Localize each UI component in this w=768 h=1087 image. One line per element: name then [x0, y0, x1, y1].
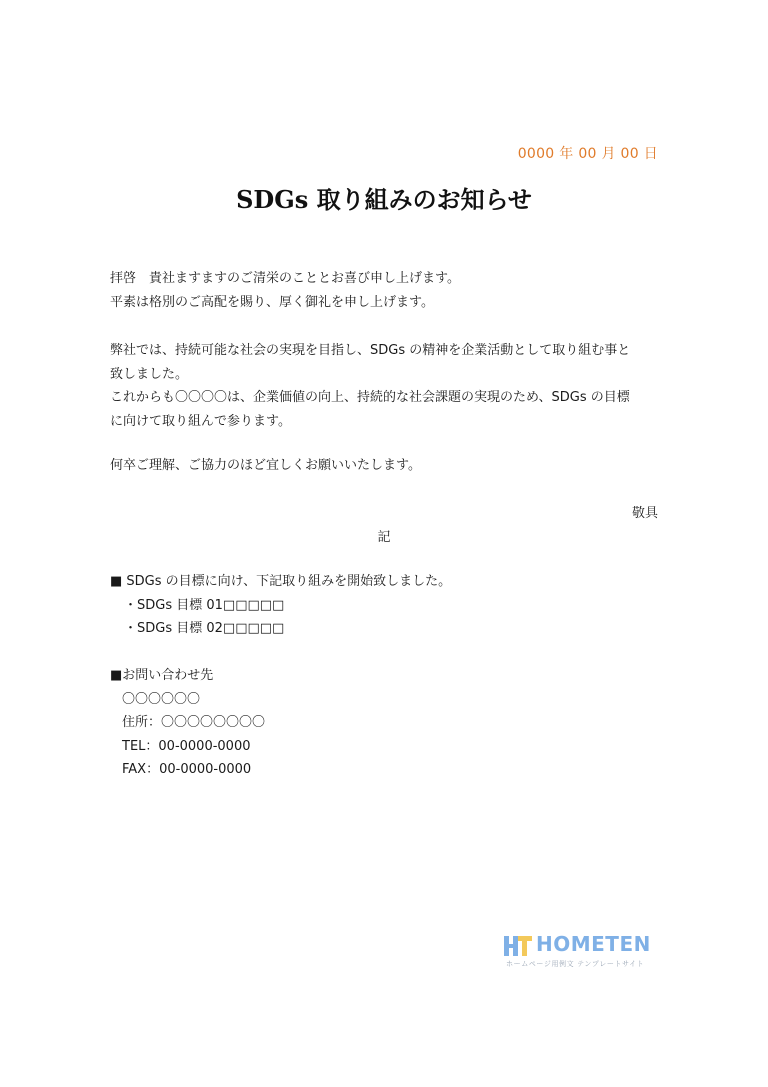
document-date: 0000 年 00 月 00 日: [517, 146, 658, 162]
list-item: ・SDGs 目標 02□□□□□: [124, 621, 285, 636]
initiatives-section: [110, 570, 660, 641]
body-line: これからも〇〇〇〇は、企業価値の向上、持続的な社会課題の実現のため、SDGs の目標: [110, 390, 630, 405]
list-item: ・SDGs 目標 01□□□□□: [124, 597, 285, 613]
body-paragraph: [110, 339, 660, 433]
closing-keigu: 敬具: [631, 506, 658, 521]
request-line: 何卒ご理解、ご協力のほど宜しくお願いいたします。: [110, 458, 421, 473]
hometen-logo-icon: [504, 934, 532, 958]
section-heading: ■ SDGs の目標に向け、下記取り組みを開始致しました。: [110, 574, 452, 589]
document-title: SDGs 取り組みのお知らせ: [236, 185, 532, 214]
body-line: 致しました。: [110, 366, 189, 382]
body-line: 弊社では、持続可能な社会の実現を目指し、SDGs の精神を企業活動として取り組む事と: [110, 343, 631, 358]
request-paragraph: [110, 454, 660, 478]
logo-wordmark: HOMETEN: [536, 932, 651, 956]
hometen-logo: [504, 932, 654, 972]
contact-section: [110, 664, 660, 782]
greeting-line: 拝啓 貴社ますますのご清栄のこととお喜び申し上げます。: [110, 271, 460, 286]
contact-fax: FAX：00-0000-0000: [122, 762, 252, 777]
contact-heading: ■お問い合わせ先: [110, 668, 214, 683]
body-line: に向けて取り組んで参ります。: [110, 413, 291, 429]
ki-heading: 記: [377, 530, 391, 545]
contact-address: 住所：〇〇〇〇〇〇〇〇: [122, 715, 266, 730]
greeting-paragraph: [110, 267, 660, 314]
contact-name: 〇〇〇〇〇〇: [122, 691, 201, 707]
contact-tel: TEL：00-0000-0000: [122, 738, 251, 754]
greeting-line: 平素は格別のご高配を賜り、厚く御礼を申し上げます。: [110, 294, 434, 310]
logo-subtitle: ホームページ用例文 テンプレートサイト: [506, 960, 645, 968]
